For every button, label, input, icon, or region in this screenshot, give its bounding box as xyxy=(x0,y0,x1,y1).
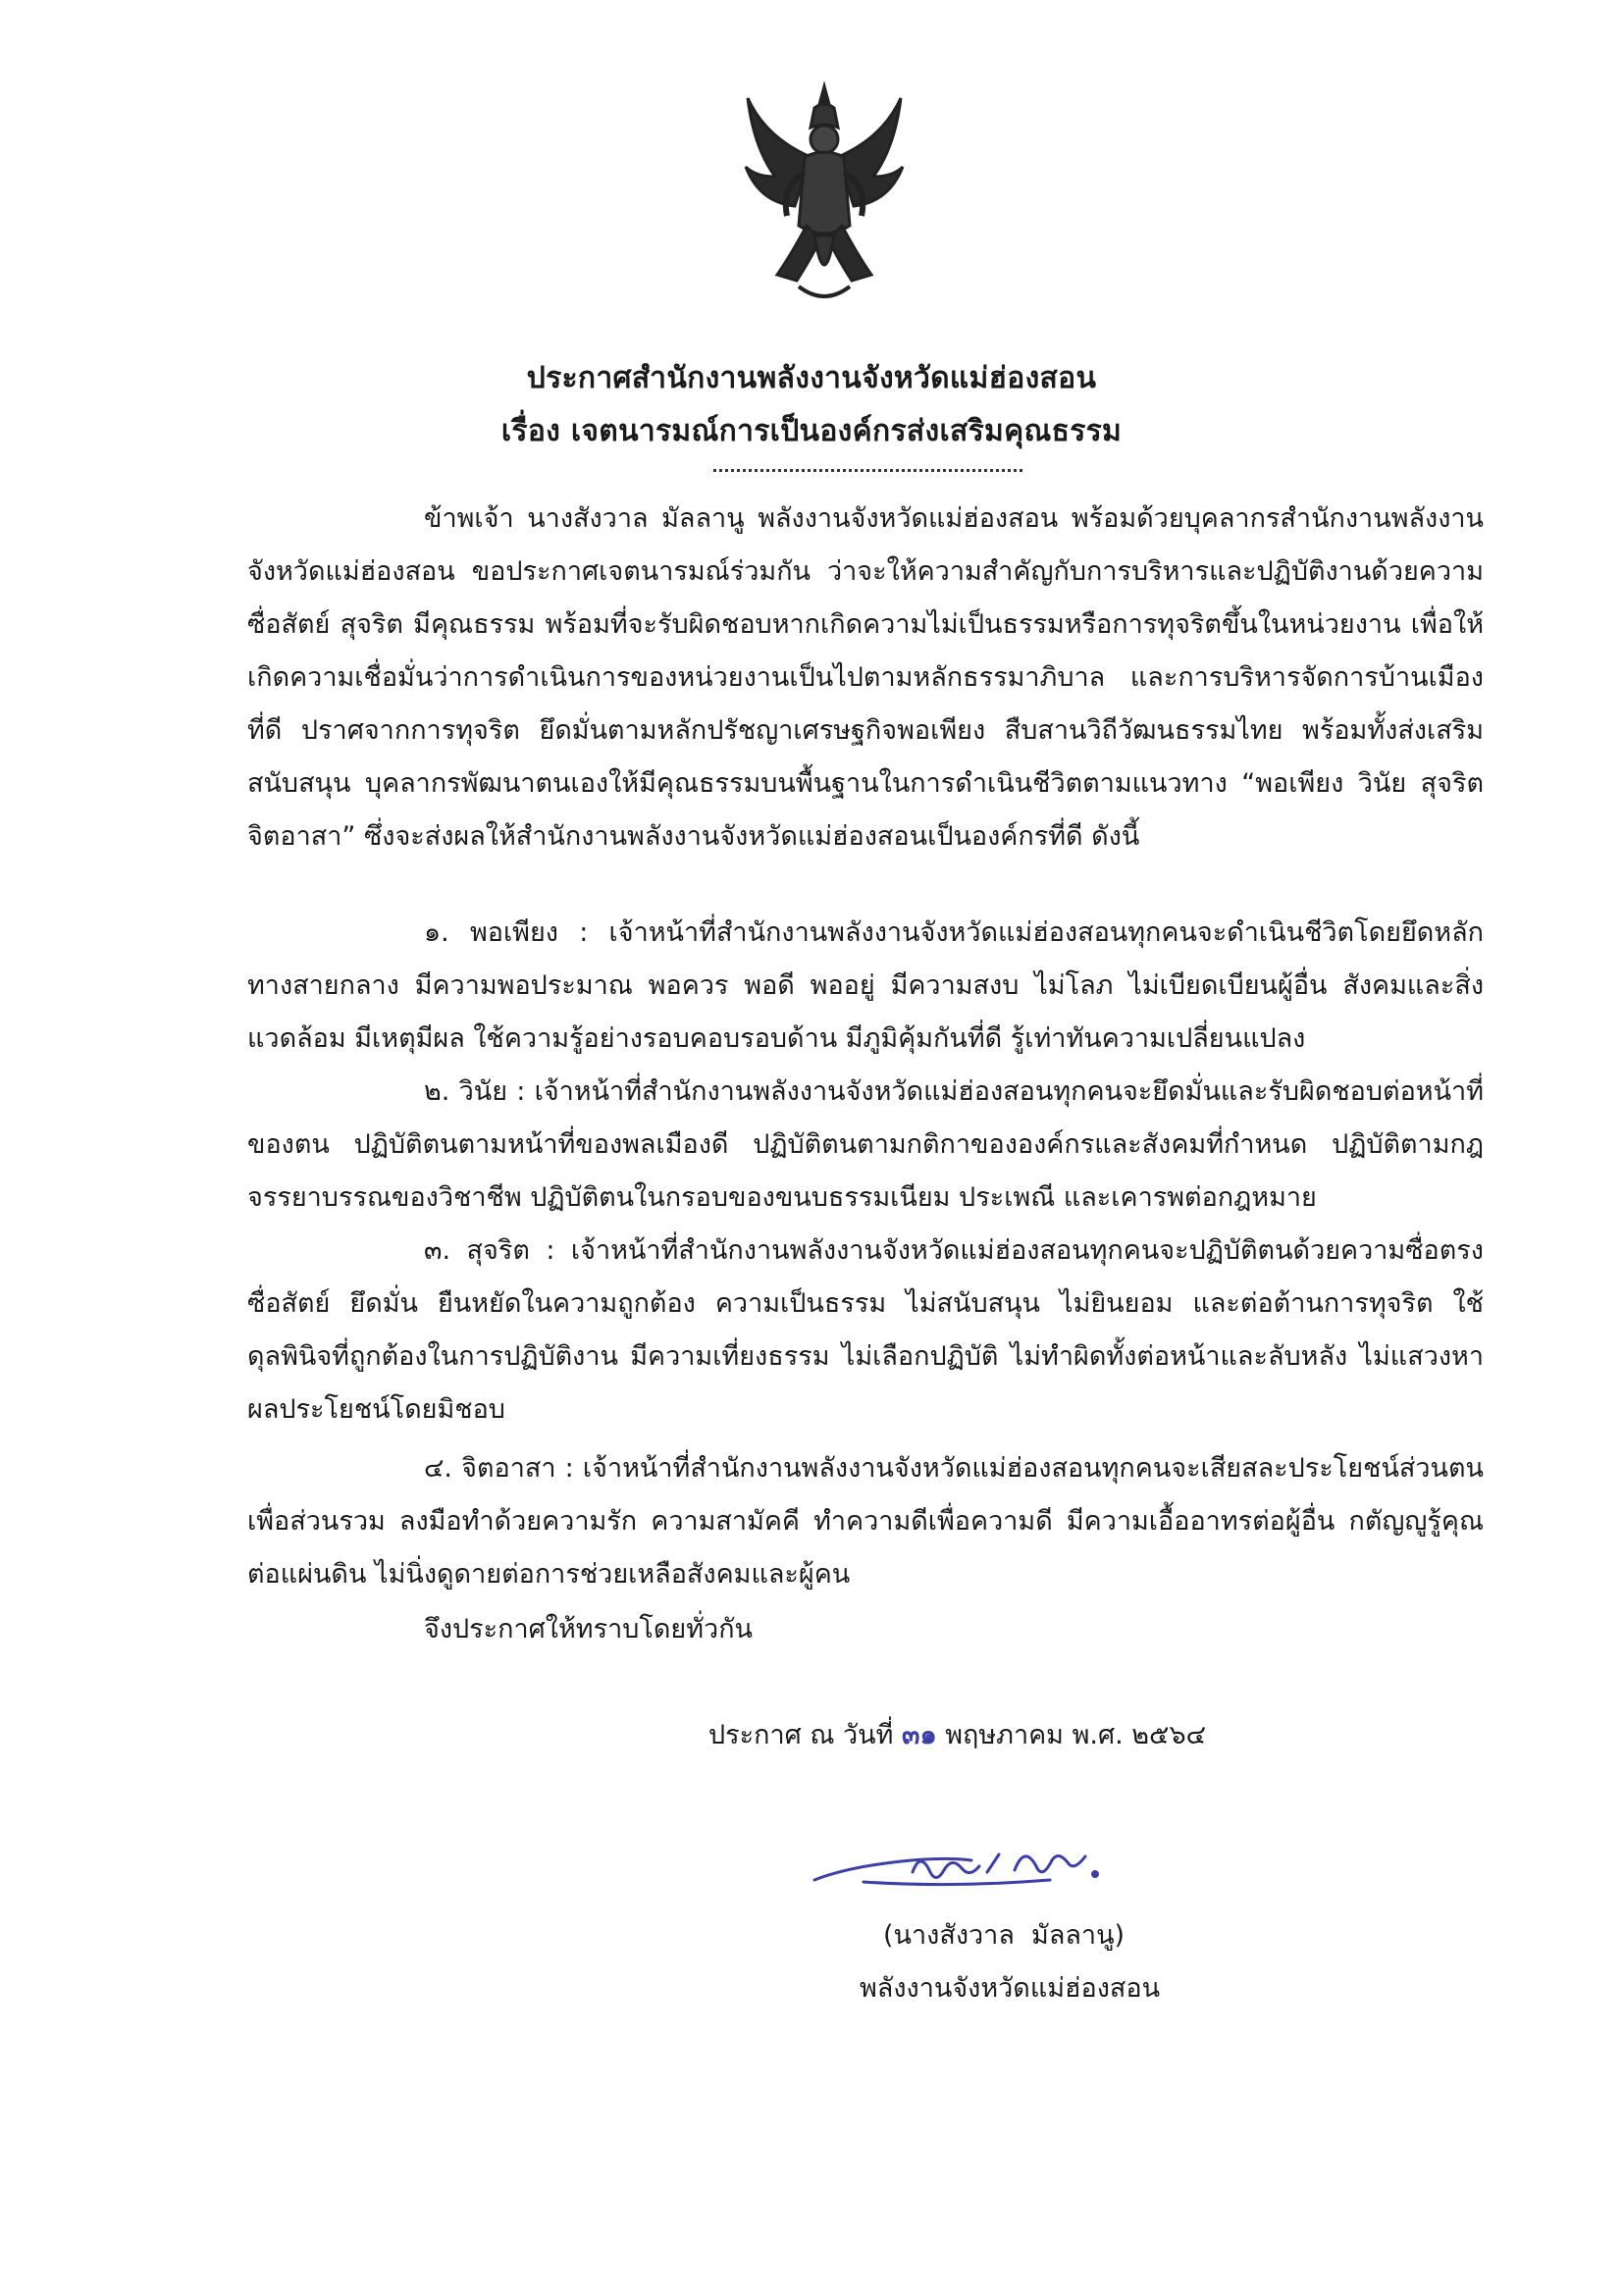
signature-icon xyxy=(805,1811,1158,1909)
garuda-emblem-icon xyxy=(736,78,913,314)
announcement-title: ประกาศสำนักงานพลังงานจังหวัดแม่ฮ่องสอน xyxy=(526,361,1097,395)
principle-item-discipline: ๒. วินัย : เจ้าหน้าที่สำนักงานพลังงานจังหวัดแม่ฮ่องสอนทุกคนจะยึดมั่นและรับผิดชอบต่อหน้าที่ของตน ปฏิบัติตนตามหน้าที่ของพลเมืองดี ปฏิบัติตนตามกติกาขององค์กรและสังคมที่กำหนด ปฏิบัติตามกฎ จรรยาบรรณของวิชาชีพ ปฏิบัติตนในกรอบของขนบธรรมเนียม ประเพณี และเคารพต่อกฎหมาย xyxy=(247,1076,1484,1213)
announcement-date xyxy=(708,1713,1206,1755)
date-month-year: พฤษภาคม พ.ศ. ๒๕๖๔ xyxy=(945,1720,1207,1750)
signer-position: พลังงานจังหวัดแม่ฮ่องสอน xyxy=(860,1973,1161,2004)
announcement-subject: เรื่อง เจตนารมณ์การเป็นองค์กรส่งเสริมคุณธรรม xyxy=(500,414,1123,448)
title-separator xyxy=(713,459,1022,472)
principle-item-honesty: ๓. สุจริต : เจ้าหน้าที่สำนักงานพลังงานจังหวัดแม่ฮ่องสอนทุกคนจะปฏิบัติตนด้วยความซื่อตรง ซื่อสัตย์ ยึดมั่น ยืนหยัดในความถูกต้อง ความเป็นธรรม ไม่สนับสนุน ไม่ยินยอม และต่อต้านการทุจริต ใช้ดุลพินิจที่ถูกต้องในการปฏิบัติงาน มีความเที่ยงธรรม ไม่เลือกปฏิบัติ ไม่ทำผิดทั้งต่อหน้าและลับหลัง ไม่แสวงหาผลประโยชน์โดยมิชอบ xyxy=(247,1235,1484,1425)
principle-item-volunteer: ๔. จิตอาสา : เจ้าหน้าที่สำนักงานพลังงานจังหวัดแม่ฮ่องสอนทุกคนจะเสียสละประโยชน์ส่วนตนเพื่อส่วนรวม ลงมือทำด้วยความรัก ความสามัคคี ทำความดีเพื่อความดี มีความเอื้ออาทรต่อผู้อื่น กตัญญูรู้คุณต่อแผ่นดิน ไม่นิ่งดูดายต่อการช่วยเหลือสังคมและผู้คน xyxy=(247,1453,1484,1590)
principle-item-sufficiency: ๑. พอเพียง : เจ้าหน้าที่สำนักงานพลังงานจังหวัดแม่ฮ่องสอนทุกคนจะดำเนินชีวิตโดยยึดหลักทางสายกลาง มีความพอประมาณ พอควร พอดี พออยู่ มีความสงบ ไม่โลภ ไม่เบียดเบียนผู้อื่น สังคมและสิ่งแวดล้อม มีเหตุมีผล ใช้ความรู้อย่างรอบคอบรอบด้าน มีภูมิคุ้มกันที่ดี รู้เท่าทันความเปลี่ยนแปลง xyxy=(247,917,1484,1054)
signer-name: (นางสังวาล มัลลานู) xyxy=(883,1920,1126,1951)
intro-paragraph: ข้าพเจ้า นางสังวาล มัลลานู พลังงานจังหวัดแม่ฮ่องสอน พร้อมด้วยบุคลากรสำนักงานพลังงานจังหวัดแม่ฮ่องสอน ขอประกาศเจตนารมณ์ร่วมกัน ว่าจะให้ความสำคัญกับการบริหารและปฏิบัติงานด้วยความซื่อสัตย์ สุจริต มีคุณธรรม พร้อมที่จะรับผิดชอบหากเกิดความไม่เป็นธรรมหรือการทุจริตขึ้นในหน่วยงาน เพื่อให้เกิดความเชื่อมั่นว่าการดำเนินการของหน่วยงานเป็นไปตามหลักธรรมาภิบาล และการบริหารจัดการบ้านเมืองที่ดี ปราศจากการทุจริต ยึดมั่นตามหลักปรัชญาเศรษฐกิจพอเพียง สืบสานวิถีวัฒนธรรมไทย พร้อมทั้งส่งเสริม สนับสนุน บุคลากรพัฒนาตนเองให้มีคุณธรรมบนพื้นฐานในการดำเนินชีวิตตามแนวทาง “พอเพียง วินัย สุจริต จิตอาสา” ซึ่งจะส่งผลให้สำนักงานพลังงานจังหวัดแม่ฮ่องสอนเป็นองค์กรที่ดี ดังนี้ xyxy=(247,503,1484,852)
date-day: ๓๑ xyxy=(902,1720,937,1750)
closing-statement: จึงประกาศให้ทราบโดยทั่วกัน xyxy=(424,1614,753,1644)
date-prefix: ประกาศ ณ วันที่ xyxy=(708,1720,894,1750)
